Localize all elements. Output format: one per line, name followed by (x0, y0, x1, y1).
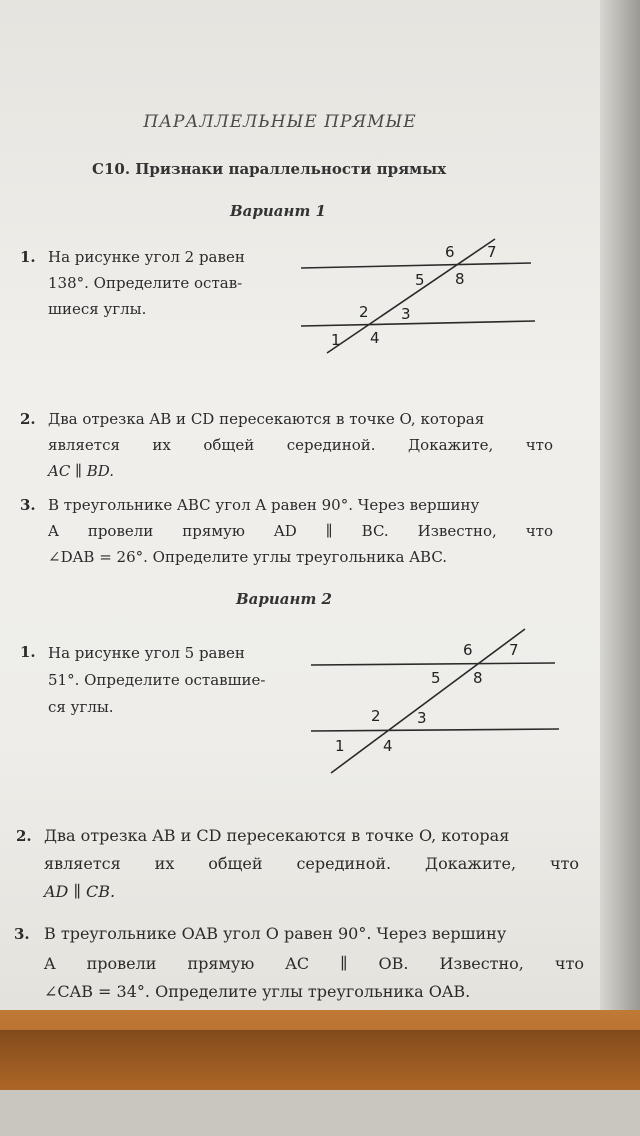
paper-edge-shadow (600, 0, 640, 1060)
v1-problem1-line2: 138°. Определите остав- (48, 274, 243, 292)
v2-problem3-line1: В треугольнике OAB угол O равен 90°. Через вершину (44, 924, 507, 943)
v2-problem2-line2: является их общей серединой. Докажите, что (44, 854, 579, 873)
v2-problem2-number: 2. (16, 827, 32, 845)
v2-angle-label-7: 7 (509, 641, 519, 659)
v1-angle-label-3: 3 (401, 305, 411, 323)
v2-problem3-line2: A провели прямую AC ∥ OB. Известно, что (44, 954, 584, 973)
v2-angle-label-6: 6 (463, 641, 473, 659)
floor-area (0, 1090, 640, 1136)
topic-title: С10. Признаки параллельности прямых (92, 160, 447, 178)
v1-problem3-line2: A провели прямую AD ∥ BC. Известно, что (48, 522, 553, 540)
v1-problem3-number: 3. (20, 496, 36, 514)
v1-angle-label-8: 8 (455, 270, 465, 288)
v1-angle-label-2: 2 (359, 303, 369, 321)
v1-problem1-line1: На рисунке угол 2 равен (48, 248, 245, 266)
v2-problem2-line1: Два отрезка AB и CD пересекаются в точке O, которая (44, 826, 510, 845)
variant2-title: Вариант 2 (236, 590, 332, 608)
v2-angle-label-1: 1 (335, 737, 345, 755)
v2-problem1-line2: 51°. Определите оставшие- (48, 671, 266, 689)
v1-problem2-line1: Два отрезка AB и CD пересекаются в точке O, которая (48, 410, 485, 428)
v2-problem1-number: 1. (20, 643, 36, 661)
v1-angle-label-7: 7 (487, 243, 497, 261)
v1-parallel-lines-figure (295, 235, 545, 355)
v1-problem2-number: 2. (20, 410, 36, 428)
v1-problem3-line1: В треугольнике ABC угол A равен 90°. Через вершину (48, 496, 480, 514)
v2-problem3-number: 3. (14, 925, 30, 943)
variant1-title: Вариант 1 (230, 202, 326, 220)
v1-problem1-number: 1. (20, 248, 36, 266)
v1-problem3-line3: ∠DAB = 26°. Определите углы треугольника ABC. (48, 548, 448, 566)
v2-angle-label-3: 3 (417, 709, 427, 727)
v2-problem1-line1: На рисунке угол 5 равен (48, 644, 245, 662)
v2-problem1-line3: ся углы. (48, 698, 114, 716)
table-shadow (0, 1030, 640, 1090)
v1-angle-label-1: 1 (331, 331, 341, 349)
v1-problem2-line3: AC ∥ BD. (48, 462, 115, 480)
v2-angle-label-2: 2 (371, 707, 381, 725)
v1-angle-label-6: 6 (445, 243, 455, 261)
v1-angle-label-4: 4 (370, 329, 380, 347)
v2-problem2-line3: AD ∥ CB. (44, 882, 116, 901)
v2-parallel-lines-figure (305, 625, 565, 775)
v1-angle-label-5: 5 (415, 271, 425, 289)
section-title: ПАРАЛЛЕЛЬНЫЕ ПРЯМЫЕ (143, 112, 417, 132)
v1-problem1-line3: шиеся углы. (48, 300, 147, 318)
v2-angle-label-8: 8 (473, 669, 483, 687)
v1-problem2-line2: является их общей серединой. Докажите, что (48, 436, 553, 454)
v2-problem3-line3: ∠CAB = 34°. Определите углы треугольника OAB. (44, 982, 471, 1001)
v2-angle-label-5: 5 (431, 669, 441, 687)
v2-angle-label-4: 4 (383, 737, 393, 755)
